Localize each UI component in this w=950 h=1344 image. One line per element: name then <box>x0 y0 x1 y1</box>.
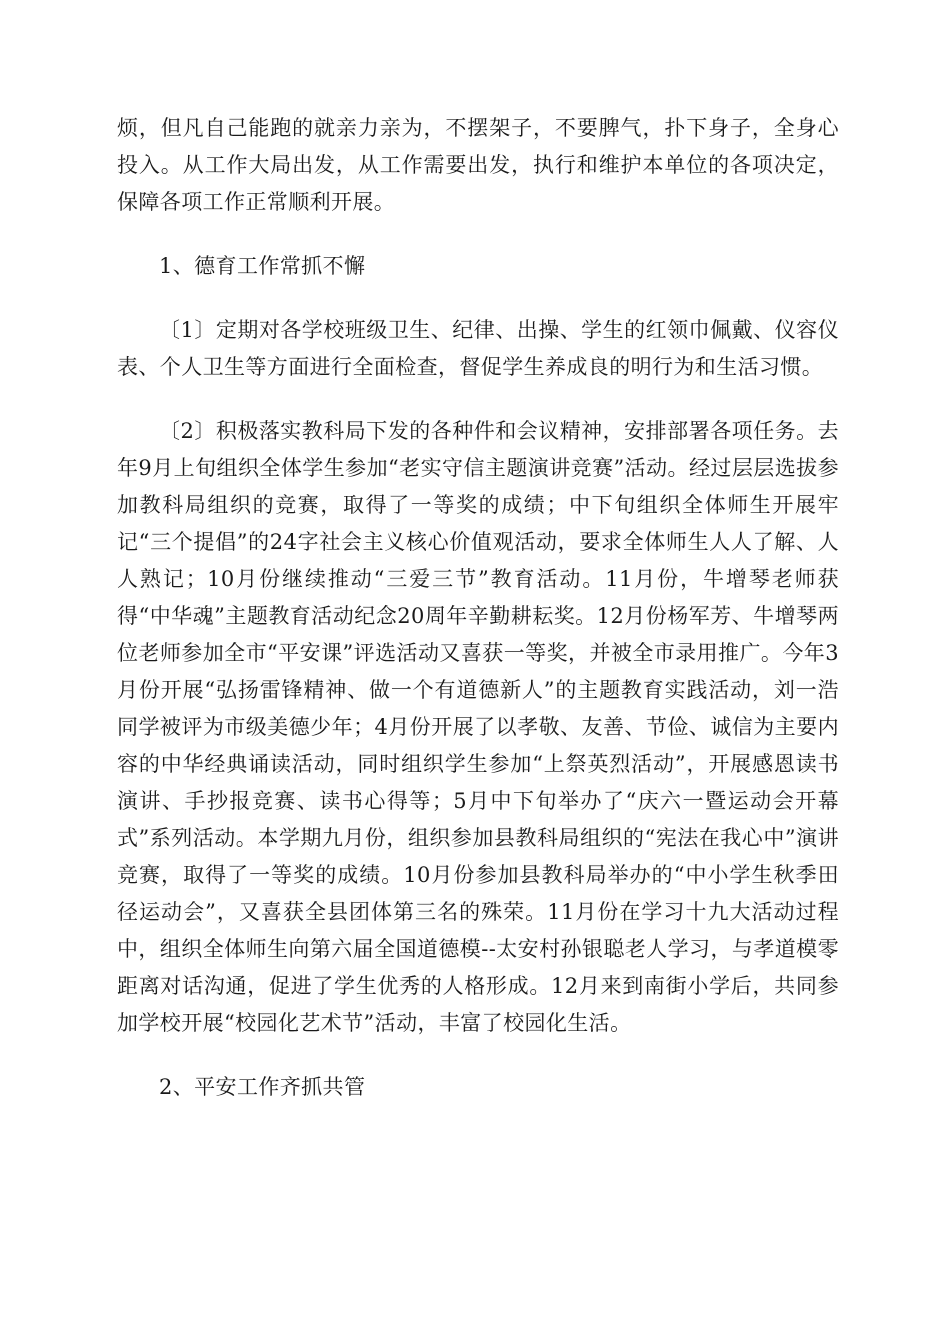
section-heading-moral-education: 1、德育工作常抓不懈 <box>159 254 366 278</box>
paragraph-activities: 〔2〕积极落实教科局下发的各种件和会议精神，安排部署各项任务。去年9月上旬组织全体学生参加“老实守信主题演讲竞赛”活动。经过层层选拔参加教科局组织的竞赛，取得了一等奖的成绩；中下旬组织全体师生开展牢记“三个提倡”的24字社会主义核心价值观活动，要求全体师生人人了解、人人熟记；10月份继续推动“三爱三节”教育活动。11月份，牛增琴老师获得“中华魂”主题教育活动纪念20周年辛勤耕耘奖。12月份杨军芳、牛增琴两位老师参加全市“平安课”评选活动又喜获一等奖，并被全市录用推广。今年3月份开展“弘扬雷锋精神、做一个有道德新人”的主题教育实践活动，刘一浩同学被评为市级美德少年；4月份开展了以孝敬、友善、节俭、诚信为主要内容的中华经典诵读活动，同时组织学生参加“上祭英烈活动”，开展感恩读书演讲、手抄报竞赛、读书心得等；5月中下旬举办了“庆六一暨运动会开幕式”系列活动。本学期九月份，组织参加县教科局组织的“宪法在我心中”演讲竞赛，取得了一等奖的成绩。10月份参加县教科局举办的“中小学生秋季田径运动会”，又喜获全县团体第三名的殊荣。11月份在学习十九大活动过程中，组织全体师生向第六届全国道德模--太安村孙银聪老人学习，与孝道模零距离对话沟通，促进了学生优秀的人格形成。12月来到南街小学后，共同参加学校开展“校园化艺术节”活动，丰富了校园化生活。 <box>117 419 839 1035</box>
document-body <box>117 110 839 1106</box>
paragraph-inspection: 〔1〕定期对各学校班级卫生、纪律、出操、学生的红领巾佩戴、仪容仪表、个人卫生等方面进行全面检查，督促学生养成良的明行为和生活习惯。 <box>117 318 839 379</box>
intro-paragraph: 烦，但凡自己能跑的就亲力亲为，不摆架子，不要脾气，扑下身子，全身心投入。从工作大局出发，从工作需要出发，执行和维护本单位的各项决定，保障各项工作正常顺利开展。 <box>117 116 839 214</box>
section-heading-safety-work: 2、平安工作齐抓共管 <box>159 1075 366 1099</box>
